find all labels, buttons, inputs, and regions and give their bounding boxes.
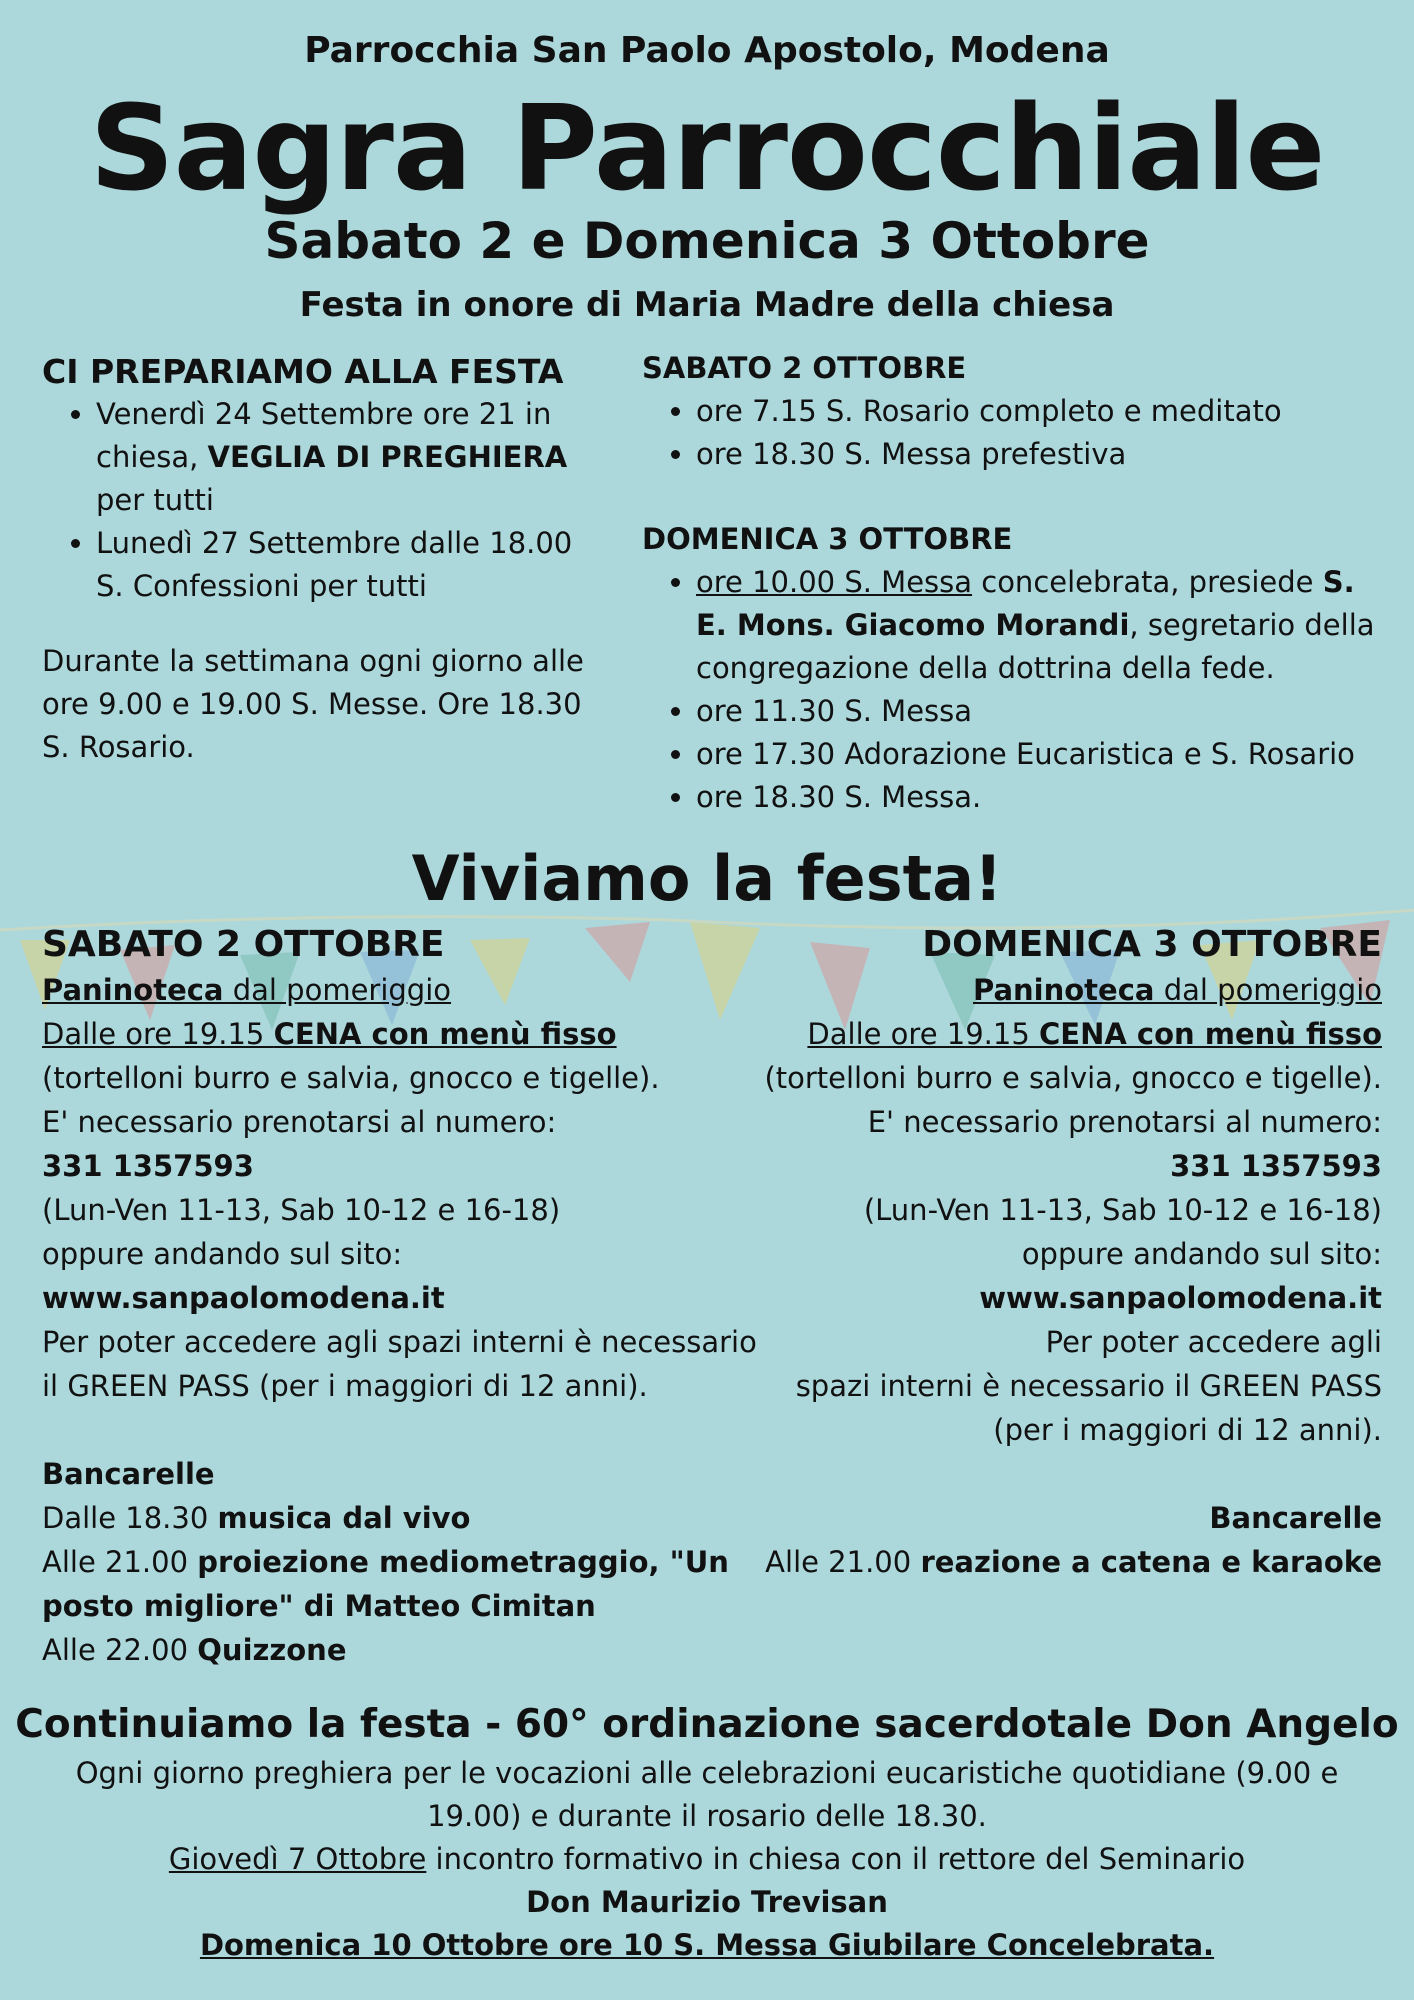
greenpass-text: Per poter accedere agli spazi interni è necessario il GREEN PASS (per i maggiori di 12 anni). bbox=[42, 1325, 757, 1403]
menu-text: (tortelloni burro e salvia, gnocco e tigelle). bbox=[42, 1061, 660, 1095]
seminar-line bbox=[40, 1838, 1374, 1881]
paninoteca-line bbox=[42, 968, 782, 1012]
list-item-text: , segretario della congregazione della dottrina della fede. bbox=[696, 608, 1375, 685]
menu-text: (tortelloni burro e salvia, gnocco e tigelle). bbox=[764, 1061, 1382, 1095]
continue-title: Continuiamo la festa - 60° ordinazione sacerdotale Don Angelo bbox=[15, 1702, 1399, 1747]
phone-number: 331 1357593 bbox=[1170, 1149, 1382, 1183]
weekly-masses: Durante la settimana ogni giorno alle ore 9.00 e 19.00 S. Messe. Ore 18.30 S. Rosario. bbox=[42, 644, 584, 764]
event-label: reazione a catena e karaoke bbox=[920, 1545, 1382, 1579]
bancarelle-label: Bancarelle bbox=[42, 1457, 215, 1491]
cena-label: CENA con menù fisso bbox=[1039, 1017, 1382, 1051]
continue-body bbox=[40, 1752, 1374, 1967]
bancarelle-label: Bancarelle bbox=[1209, 1501, 1382, 1535]
jubilee-mass: Domenica 10 Ottobre ore 10 S. Messa Giubilare Concelebrata. bbox=[199, 1928, 1215, 1962]
cena-line bbox=[42, 1012, 782, 1056]
rector-name: Don Maurizio Trevisan bbox=[526, 1885, 888, 1919]
event-time: Alle 21.00 bbox=[765, 1545, 921, 1579]
event-time: Dalle 18.30 bbox=[42, 1501, 218, 1535]
karaoke-line bbox=[740, 1540, 1382, 1584]
list-item: • ore 17.30 Adorazione Eucaristica e S. Rosario bbox=[696, 733, 1392, 776]
phone-number: 331 1357593 bbox=[42, 1149, 254, 1183]
screening-line bbox=[42, 1540, 782, 1628]
event-label: proiezione mediometraggio, "Un posto migliore" di Matteo Cimitan bbox=[42, 1545, 729, 1623]
sat-liturgy-heading: SABATO 2 OTTOBRE bbox=[642, 351, 967, 385]
vigil-label: VEGLIA DI PREGHIERA bbox=[207, 440, 568, 474]
sun-liturgy-list bbox=[642, 561, 1392, 819]
saturday-heading: SABATO 2 OTTOBRE bbox=[42, 924, 445, 965]
list-item-text: per tutti bbox=[96, 483, 214, 517]
website-url: www.sanpaolomodena.it bbox=[979, 1281, 1382, 1315]
list-item bbox=[696, 561, 1392, 690]
prep-heading: CI PREPARIAMO ALLA FESTA bbox=[42, 352, 564, 391]
paninoteca-line bbox=[740, 968, 1382, 1012]
vocations-text: Ogni giorno preghiera per le vocazioni alle celebrazioni eucaristiche quotidiane (9.00 e 19.00) e durante il rosario delle 18.30. bbox=[75, 1756, 1339, 1833]
cena-label: CENA con menù fisso bbox=[273, 1017, 617, 1051]
website-text: oppure andando sul sito: bbox=[1021, 1237, 1382, 1271]
list-item bbox=[96, 393, 602, 522]
list-item-text: Venerdì 24 Settembre ore 21 in chiesa, bbox=[96, 397, 552, 474]
event-label: musica dal vivo bbox=[217, 1501, 471, 1535]
liturgy-section bbox=[642, 347, 1392, 819]
greenpass-text: Per poter accedere agli bbox=[1045, 1325, 1382, 1359]
quiz-line bbox=[42, 1628, 782, 1672]
celebrant-name: S. E. Mons. Giacomo Morandi bbox=[696, 565, 1355, 642]
event-dates: Sabato 2 e Domenica 3 Ottobre bbox=[264, 212, 1150, 270]
sun-liturgy-heading: DOMENICA 3 OTTOBRE bbox=[642, 522, 1013, 556]
booking-text: E' necessario prenotarsi al numero: bbox=[867, 1105, 1382, 1139]
booking-hours: (Lun-Ven 11-13, Sab 10-12 e 16-18) bbox=[42, 1193, 561, 1227]
sat-liturgy-list bbox=[642, 390, 1392, 476]
paninoteca-time: dal pomeriggio bbox=[223, 973, 452, 1007]
list-item: • ore 7.15 S. Rosario completo e meditato bbox=[696, 390, 1392, 433]
greenpass-text: (per i maggiori di 12 anni). bbox=[993, 1413, 1382, 1447]
event-subtitle: Festa in onore di Maria Madre della chiesa bbox=[299, 285, 1115, 325]
cena-time: Dalle ore 19.15 bbox=[807, 1017, 1040, 1051]
event-time: Alle 22.00 bbox=[42, 1633, 198, 1667]
saturday-column bbox=[42, 922, 782, 1672]
list-item: • ore 18.30 S. Messa prefestiva bbox=[696, 433, 1392, 476]
sunday-heading: DOMENICA 3 OTTOBRE bbox=[922, 924, 1382, 965]
event-time: Alle 21.00 bbox=[42, 1545, 198, 1579]
mass-time: ore 10.00 S. Messa bbox=[696, 565, 973, 599]
sunday-column bbox=[740, 922, 1382, 1584]
list-item: • ore 18.30 S. Messa. bbox=[696, 776, 1392, 819]
greenpass-text: spazi interni è necessario il GREEN PASS bbox=[795, 1369, 1382, 1403]
parish-name: Parrocchia San Paolo Apostolo, Modena bbox=[304, 30, 1110, 71]
website-url: www.sanpaolomodena.it bbox=[42, 1281, 445, 1315]
prep-section bbox=[42, 350, 602, 769]
paninoteca-label: Paninoteca bbox=[42, 973, 224, 1007]
list-item: • ore 11.30 S. Messa bbox=[696, 690, 1392, 733]
section-title-viviamo: Viviamo la festa! bbox=[411, 842, 1003, 915]
page-title: Sagra Parrocchiale bbox=[89, 79, 1325, 217]
music-line bbox=[42, 1496, 782, 1540]
cena-time: Dalle ore 19.15 bbox=[42, 1017, 274, 1051]
seminar-text: incontro formativo in chiesa con il rettore del Seminario bbox=[426, 1842, 1246, 1876]
cena-line bbox=[740, 1012, 1382, 1056]
booking-hours: (Lun-Ven 11-13, Sab 10-12 e 16-18) bbox=[863, 1193, 1382, 1227]
paninoteca-label: Paninoteca bbox=[972, 973, 1155, 1007]
event-label: Quizzone bbox=[197, 1633, 347, 1667]
prep-list bbox=[42, 393, 602, 608]
seminar-date: Giovedì 7 Ottobre bbox=[168, 1842, 427, 1876]
list-item: • Lunedì 27 Settembre dalle 18.00 S. Confessioni per tutti bbox=[96, 522, 602, 608]
list-item-text: concelebrata, presiede bbox=[972, 565, 1323, 599]
paninoteca-time: dal pomeriggio bbox=[1154, 973, 1382, 1007]
website-text: oppure andando sul sito: bbox=[42, 1237, 403, 1271]
booking-text: E' necessario prenotarsi al numero: bbox=[42, 1105, 557, 1139]
